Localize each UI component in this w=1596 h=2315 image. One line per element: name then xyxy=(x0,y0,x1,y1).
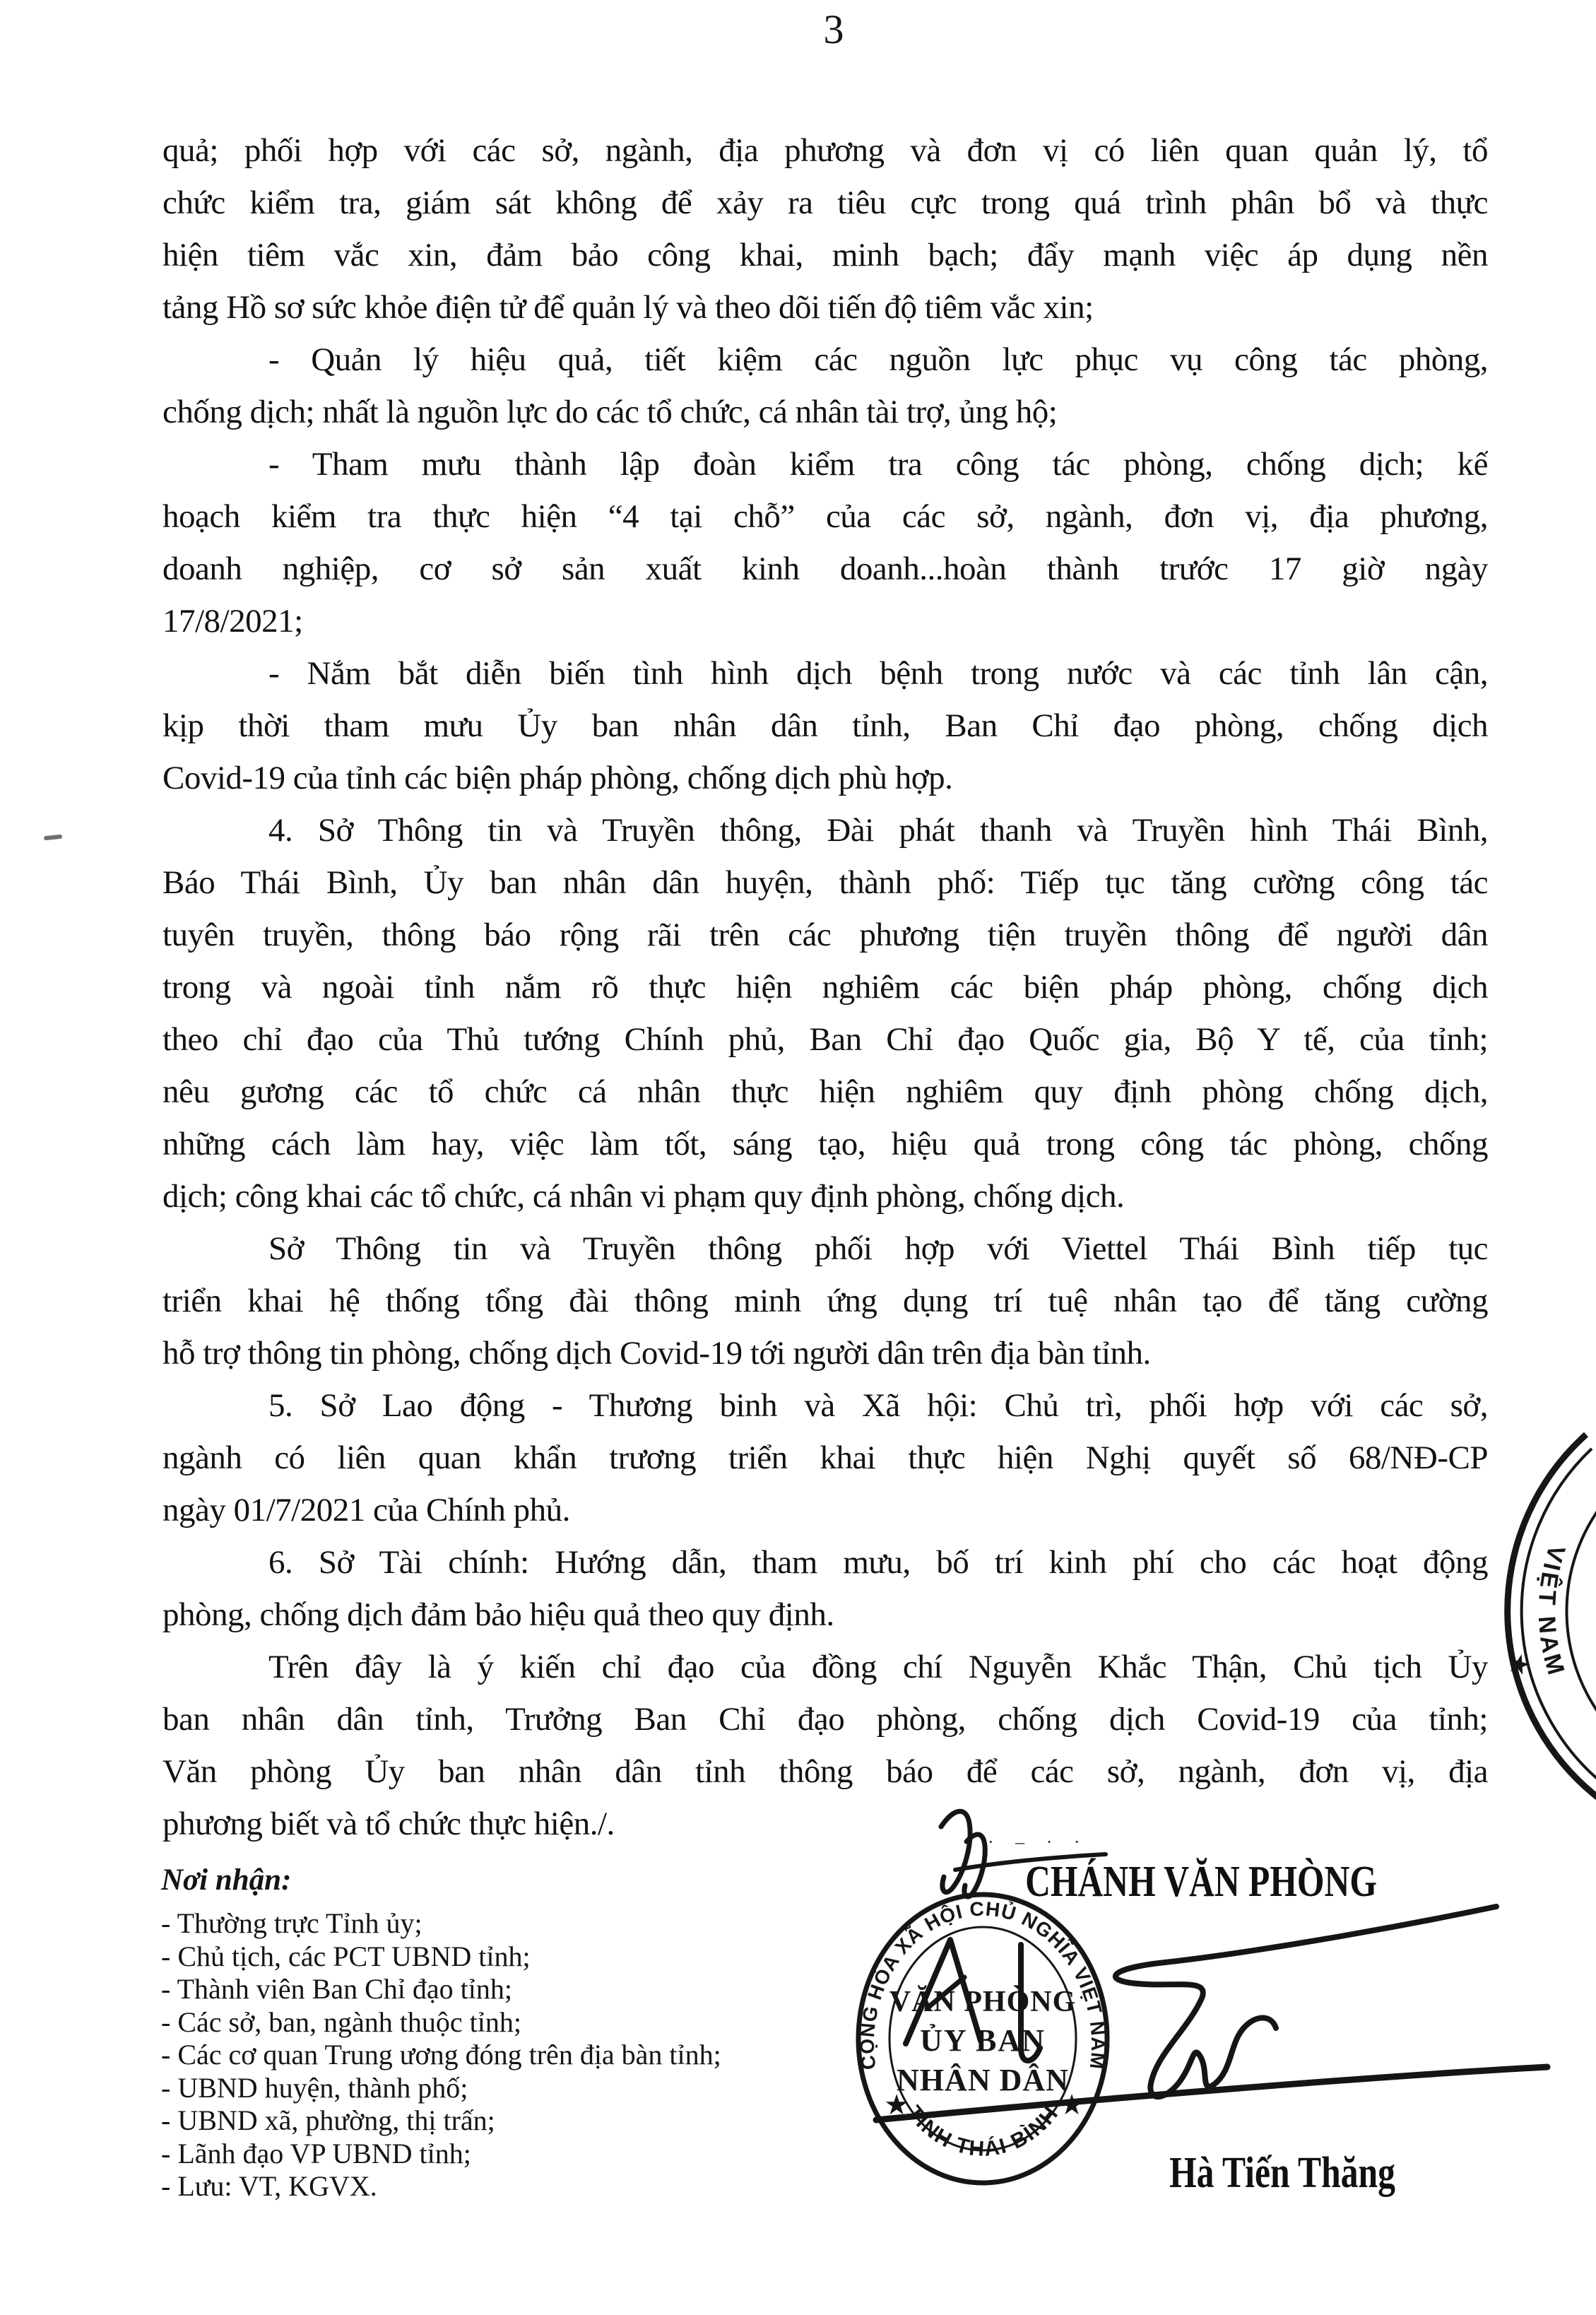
body-line: triển khai hệ thống tổng đài thông minh ứng dụng trí tuệ nhân tạo để tăng cường xyxy=(162,1283,1488,1319)
body-line: theo chỉ đạo của Thủ tướng Chính phủ, Ban Chỉ đạo Quốc gia, Bộ Y tế, của tỉnh; xyxy=(162,1021,1488,1058)
recipient-item: - Chủ tịch, các PCT UBND tỉnh; xyxy=(161,1940,531,1972)
body-line: Covid-19 của tỉnh các biện pháp phòng, chống dịch phù hợp. xyxy=(162,760,953,796)
body-line: ngành có liên quan khẩn trương triển khai thực hiện Nghị quyết số 68/NĐ-CP xyxy=(162,1439,1488,1476)
body-line: 17/8/2021; xyxy=(162,603,303,640)
body-line: ngày 01/7/2021 của Chính phủ. xyxy=(162,1492,570,1528)
body-line: chức kiểm tra, giám sát không để xảy ra tiêu cực trong quá trình phân bổ và thực xyxy=(162,184,1488,221)
stamp-center-line2: ỦY BAN xyxy=(920,2023,1046,2058)
recipient-item: - Thường trực Tỉnh ủy; xyxy=(161,1907,422,1939)
recipient-item: - UBND xã, phường, thị trấn; xyxy=(161,2104,495,2136)
scan-artifact-mark xyxy=(44,835,62,841)
recipients-block xyxy=(161,1863,868,2203)
paragraph xyxy=(162,647,1488,804)
paragraph xyxy=(162,334,1488,438)
page-number: 3 xyxy=(823,6,844,52)
paraph-ink xyxy=(941,1811,970,1892)
stamp-rim-top-text: CỘNG HÒA XÃ HỘI CHỦ NGHĨA VIỆT NAM xyxy=(856,1897,1110,2071)
body-line: phòng, chống dịch đảm bảo hiệu quả theo quy định. xyxy=(162,1596,834,1633)
recipient-item: - Lưu: VT, KGVX. xyxy=(161,2170,377,2202)
scan-dots-mark: · – · · xyxy=(988,1832,1089,1852)
viet-nam-arc-text: VIỆT NAM xyxy=(1532,1542,1571,1680)
signature-stroke xyxy=(1021,1945,1040,2061)
recipients-list xyxy=(161,1907,868,2203)
recipients-header: Nơi nhận: xyxy=(161,1863,292,1897)
star-icon: ★ xyxy=(884,2089,909,2121)
recipient-item: - Thành viên Ban Chỉ đạo tỉnh; xyxy=(161,1973,512,2005)
body-line: Sở Thông tin và Truyền thông phối hợp với Viettel Thái Bình tiếp tục xyxy=(268,1230,1488,1267)
star-icon: ★ xyxy=(1059,2089,1084,2121)
body-line: Văn phòng Ủy ban nhân dân tỉnh thông báo để các sở, ngành, đơn vị, địa xyxy=(162,1753,1488,1790)
body-line: 5. Sở Lao động - Thương binh và Xã hội: Chủ trì, phối hợp với các sở, xyxy=(268,1387,1488,1424)
recipient-item: - Các sở, ban, ngành thuộc tỉnh; xyxy=(161,2005,521,2038)
body-line: 4. Sở Thông tin và Truyền thông, Đài phát thanh và Truyền hình Thái Bình, xyxy=(268,812,1488,849)
document-body xyxy=(162,124,1488,1850)
recipient-item: - Các cơ quan Trung ương đóng trên địa bàn tỉnh; xyxy=(161,2039,721,2070)
star-icon: ★ xyxy=(1503,1647,1535,1683)
signature-stroke xyxy=(1116,1907,1496,2097)
edge-stamp xyxy=(1434,1427,1596,1809)
recipient-item: - UBND huyện, thành phố; xyxy=(161,2071,468,2104)
body-line: phương biết và tổ chức thực hiện./. xyxy=(162,1806,615,1842)
body-line: quả; phối hợp với các sở, ngành, địa phương và đơn vị có liên quan quản lý, tổ xyxy=(162,132,1488,169)
stamp-center-line1: VĂN PHÒNG xyxy=(889,1986,1077,2018)
signature-ink xyxy=(805,1795,1596,2162)
stamp-center-line3: NHÂN DÂN xyxy=(897,2063,1069,2097)
body-line: hoạch kiểm tra thực hiện “4 tại chỗ” của các sở, ngành, đơn vị, địa phương, xyxy=(162,498,1488,535)
paragraph xyxy=(162,1379,1488,1536)
body-line: những cách làm hay, việc làm tốt, sáng tạo, hiệu quả trong công tác phòng, chống xyxy=(162,1126,1488,1162)
signature-stroke xyxy=(876,2067,1547,2120)
body-line: 6. Sở Tài chính: Hướng dẫn, tham mưu, bố trí kinh phí cho các hoạt động xyxy=(268,1544,1488,1581)
stamp-rim-bottom-text: TỈNH THÁI BÌNH xyxy=(902,2101,1064,2162)
paragraph xyxy=(162,124,1488,334)
body-line: - Nắm bắt diễn biến tình hình dịch bệnh trong nước và các tỉnh lân cận, xyxy=(268,655,1488,692)
recipient-item: - Lãnh đạo VP UBND tỉnh; xyxy=(161,2137,471,2169)
body-line: dịch; công khai các tổ chức, cá nhân vi phạm quy định phòng, chống dịch. xyxy=(162,1178,1125,1215)
body-line: kịp thời tham mưu Ủy ban nhân dân tỉnh, Ban Chỉ đạo phòng, chống dịch xyxy=(162,707,1488,744)
body-line: tuyên truyền, thông báo rộng rãi trên các phương tiện truyền thông để người dân xyxy=(162,917,1488,953)
body-line: tảng Hồ sơ sức khỏe điện tử để quản lý và theo dõi tiến độ tiêm vắc xin; xyxy=(162,289,1094,326)
body-line: chống dịch; nhất là nguồn lực do các tổ chức, cá nhân tài trợ, ủng hộ; xyxy=(162,394,1058,430)
paragraph xyxy=(162,804,1488,1223)
body-line: Báo Thái Bình, Ủy ban nhân dân huyện, thành phố: Tiếp tục tăng cường công tác xyxy=(162,864,1488,901)
body-line: - Tham mưu thành lập đoàn kiểm tra công tác phòng, chống dịch; kế xyxy=(268,446,1488,483)
body-line: doanh nghiệp, cơ sở sản xuất kinh doanh...hoàn thành trước 17 giờ ngày xyxy=(162,550,1488,587)
paragraph xyxy=(162,438,1488,647)
paraph-ink xyxy=(955,1854,1106,1870)
edge-stamp-inner-arc xyxy=(1566,1505,1596,1717)
signer-title: CHÁNH VĂN PHÒNG xyxy=(1025,1858,1377,1906)
body-line: nêu gương các tổ chức cá nhân thực hiện nghiêm quy định phòng chống dịch, xyxy=(162,1073,1488,1110)
paragraph xyxy=(162,1223,1488,1379)
body-line: - Quản lý hiệu quả, tiết kiệm các nguồn lực phục vụ công tác phòng, xyxy=(268,341,1488,378)
body-line: ban nhân dân tỉnh, Trưởng Ban Chỉ đạo phòng, chống dịch Covid-19 của tỉnh; xyxy=(162,1701,1488,1738)
body-line: hiện tiêm vắc xin, đảm bảo công khai, minh bạch; đẩy mạnh việc áp dụng nền xyxy=(162,237,1488,273)
body-line: Trên đây là ý kiến chỉ đạo của đồng chí Nguyễn Khắc Thận, Chủ tịch Ủy xyxy=(268,1649,1488,1685)
body-line: hỗ trợ thông tin phòng, chống dịch Covid-19 tới người dân trên địa bàn tỉnh. xyxy=(162,1335,1151,1372)
paragraph xyxy=(162,1536,1488,1641)
signer-name: Hà Tiến Thăng xyxy=(1169,2149,1395,2197)
body-line: trong và ngoài tỉnh nắm rõ thực hiện nghiêm các biện pháp phòng, chống dịch xyxy=(162,969,1488,1006)
